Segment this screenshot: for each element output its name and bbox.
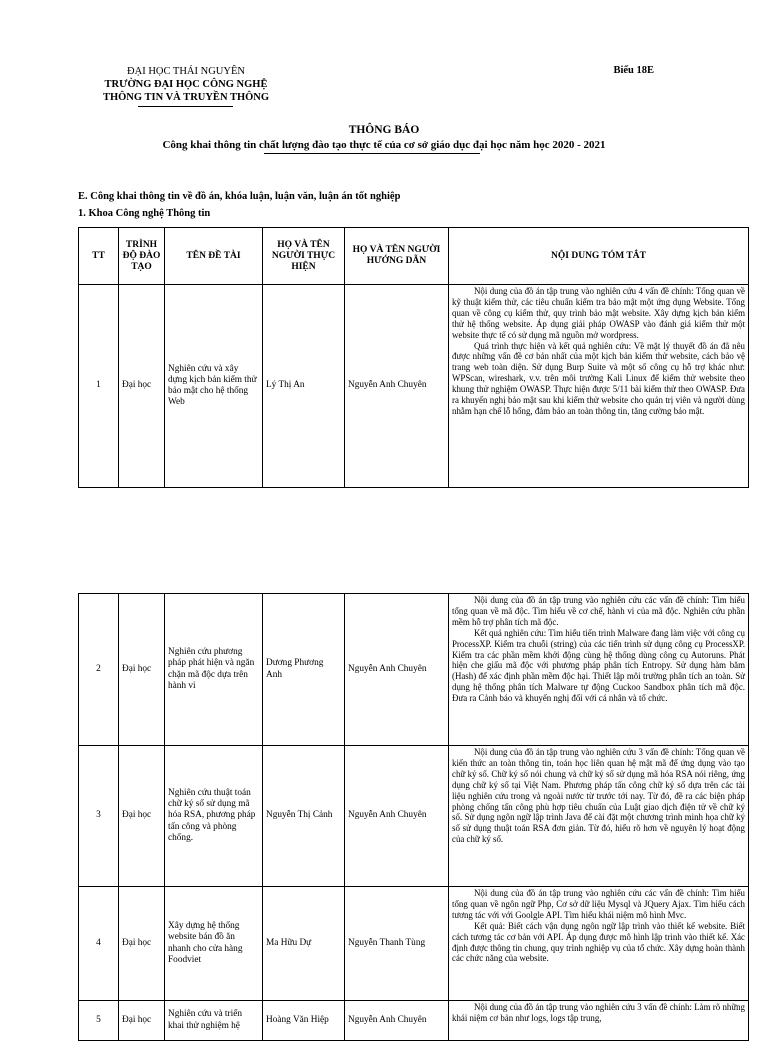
row-level: Đại học	[119, 1001, 165, 1041]
thesis-table-page1	[78, 227, 749, 488]
row-summary	[449, 1001, 749, 1041]
summary-paragraph: Nội dung của đồ án tập trung vào nghiên cứu 3 vấn đề chính: Làm rõ những khái niệm cơ bản như logs, logs tập trung,	[452, 1002, 745, 1023]
row-supervisor: Nguyễn Anh Chuyên	[345, 1001, 449, 1041]
summary-paragraph: Nội dung của đồ án tập trung vào nghiên cứu 4 vấn đề chính: Tổng quan về kỹ thuật kiểm thử, các tiêu chuẩn kiểm tra bảo mật một ứng dụng Website. Tổng quan về công cụ kiểm thử, quy trình bảo mật website. Xây dựng kịch bản kiểm thử hệ thống website. Áp dụng giải pháp OWASP vào đánh giá kiểm thử một website thực tế có sử dụng mã nguồn mở wordpress.	[452, 286, 745, 340]
header-author: HỌ VÀ TÊN NGƯỜI THỰC HIỆN	[263, 228, 345, 285]
table-header-row	[79, 228, 749, 285]
row-summary	[449, 887, 749, 1001]
row-level: Đại học	[119, 746, 165, 887]
row-author: Ma Hữu Dự	[263, 887, 345, 1001]
row-author: Dương Phương Anh	[263, 594, 345, 746]
row-tt: 3	[79, 746, 119, 887]
row-supervisor: Nguyễn Anh Chuyên	[345, 594, 449, 746]
row-author: Lý Thị An	[263, 285, 345, 488]
row-level: Đại học	[119, 285, 165, 488]
row-level: Đại học	[119, 887, 165, 1001]
row-supervisor: Nguyễn Thanh Tùng	[345, 887, 449, 1001]
row-tt: 2	[79, 594, 119, 746]
summary-paragraph: Kết quả nghiên cứu: Tìm hiểu tiến trình Malware đang làm việc với công cụ ProcessXP. Kiểm tra chuỗi (string) của các tiến trình sử dụng công cụ ProcessXP. Kiểm tra các phần mềm khởi động cùng hệ thống dùng công cụ Autoruns. Phát hiện che giấu mã độc với phương pháp phân tích Entropy. Sử dụng hàm băm (Hash) để xác định phần mềm độc hại. Thiết lập môi trường phân tích an toàn. Sử dụng hệ thống phân tích Malware tự động Cuckoo Sandbox phân tích mã độc. Đưa ra Cảnh báo và khuyến nghị đối với cá nhân và tổ chức.	[452, 627, 745, 704]
header-summary: NỘI DUNG TÓM TẮT	[449, 228, 749, 285]
university-name: ĐẠI HỌC THÁI NGUYÊN	[127, 66, 245, 77]
section-heading: E. Công khai thông tin về đồ án, khóa luận, luận văn, luận án tốt nghiệp	[78, 191, 401, 202]
row-author: Nguyễn Thị Cảnh	[263, 746, 345, 887]
table-row	[79, 746, 749, 887]
header-underline	[138, 106, 233, 107]
row-summary	[449, 594, 749, 746]
header-tt: TT	[79, 228, 119, 285]
row-supervisor: Nguyễn Anh Chuyên	[345, 746, 449, 887]
row-topic: Nghiên cứu và xây dựng kịch bản kiểm thử bảo mật cho hệ thống Web	[165, 285, 263, 488]
summary-paragraph: Quá trình thực hiện và kết quả nghiên cứu: Về mặt lý thuyết đồ án đã nêu được những vấn đề cơ bản nhất của một kịch bản kiểm thử website, cách bảo vệ trang web toàn diện. Sử dụng Burp Suite và một số công cụ hỗ trợ khác như: WPScan, wireshark, v.v. trên môi trường Kali Linux để kiểm thử website theo khung thử nghiệm OWASP. Thực hiện được 5/11 bài kiểm thử theo OWASP. Đưa ra khuyến nghị bảo mật sau khi kiểm thử website cho quản trị viên và người dùng nhằm hạn chế lỗ hổng, đảm bảo an toàn thông tin, tăng cường bảo mật.	[452, 340, 745, 416]
header-supervisor: HỌ VÀ TÊN NGƯỜI HƯỚNG DẪN	[345, 228, 449, 285]
row-topic: Nghiên cứu và triển khai thử nghiệm hệ	[165, 1001, 263, 1041]
row-tt: 5	[79, 1001, 119, 1041]
header-topic: TÊN ĐỀ TÀI	[165, 228, 263, 285]
form-code: Biểu 18E	[613, 65, 654, 76]
school-name-line1: TRƯỜNG ĐẠI HỌC CÔNG NGHỆ	[104, 79, 268, 90]
institution-header	[96, 65, 276, 104]
header-level: TRÌNH ĐỘ ĐÀO TẠO	[119, 228, 165, 285]
row-author: Hoàng Văn Hiệp	[263, 1001, 345, 1041]
table-row	[79, 285, 749, 488]
summary-paragraph: Kết quả: Biết cách vận dụng ngôn ngữ lập trình vào thiết kế website. Biết cách tương tác cơ bản với API. Áp dụng được mô hình lập trình vào thiết kế. Xác định được thông tin chung, quy trình nghiệp vụ của tổ chức. Xây dựng hoàn thành các chức năng của website.	[452, 920, 745, 964]
row-summary	[449, 746, 749, 887]
summary-paragraph: Nội dung của đồ án tập trung vào nghiên cứu các vấn đề chính: Tìm hiểu tổng quan về ngôn ngữ Php, Cơ sở dữ liệu Mysql và JQuery Ajax. Tìm hiểu cách tương tác với với Goolgle API. Tìm hiểu khái niệm mô hình Mvc.	[452, 888, 745, 920]
row-summary	[449, 285, 749, 488]
row-topic: Nghiên cứu phương pháp phát hiện và ngăn chặn mã độc dựa trên hành vi	[165, 594, 263, 746]
summary-paragraph: Nội dung của đồ án tập trung vào nghiên cứu 3 vấn đề chính: Tổng quan về kiến thức an toàn thông tin, toán học liên quan hệ mật mã để ứng dụng vào tạo chữ ký số. Chữ ký số nói chung và chữ ký số sử dụng mã hóa RSA nói riêng, ứng dụng chữ ký số tại Việt Nam. Phương pháp tấn công chữ ký số dựa trên các tài liệu nghiên cứu trong và ngoài nước từ trước tới nay. Từ đó, đề ra các biện pháp phòng chống tấn công phù hợp tiêu chuẩn của Luật giao dịch điện tử về chữ ký số. Sử dụng ngôn ngữ lập trình Java để cài đặt một chương trình minh họa chữ ký số sử dụng thuật toán RSA đơn giản. Từ đó, hiểu rõ hơn về nguyên lý hoạt động của chữ ký số.	[452, 747, 745, 845]
row-level: Đại học	[119, 594, 165, 746]
row-topic: Xây dựng hệ thống website bán đồ ăn nhanh cho cửa hàng Foodviet	[165, 887, 263, 1001]
row-topic: Nghiên cứu thuật toán chữ ký số sử dụng mã hóa RSA, phương pháp tấn công và phòng chống.	[165, 746, 263, 887]
thesis-table-page2	[78, 593, 749, 1041]
subtitle-underline	[264, 153, 480, 154]
row-supervisor: Nguyễn Anh Chuyên	[345, 285, 449, 488]
summary-paragraph: Nội dung của đồ án tập trung vào nghiên cứu các vấn đề chính: Tìm hiểu tổng quan về mã độc. Tìm hiểu về cơ chế, hành vi của mã độc. Nghiên cứu phần mềm hỗ trợ phân tích mã độc.	[452, 595, 745, 627]
row-tt: 1	[79, 285, 119, 488]
table-row	[79, 594, 749, 746]
table-row	[79, 1001, 749, 1041]
row-tt: 4	[79, 887, 119, 1001]
document-title: THÔNG BÁO	[348, 124, 420, 136]
faculty-heading: 1. Khoa Công nghệ Thông tin	[78, 208, 211, 219]
table-row	[79, 887, 749, 1001]
document-subtitle: Công khai thông tin chất lượng đào tạo thực tế của cơ sở giáo dục đại học năm học 2020 - 2021	[162, 139, 606, 151]
school-name-line2: THÔNG TIN VÀ TRUYỀN THÔNG	[102, 92, 270, 103]
